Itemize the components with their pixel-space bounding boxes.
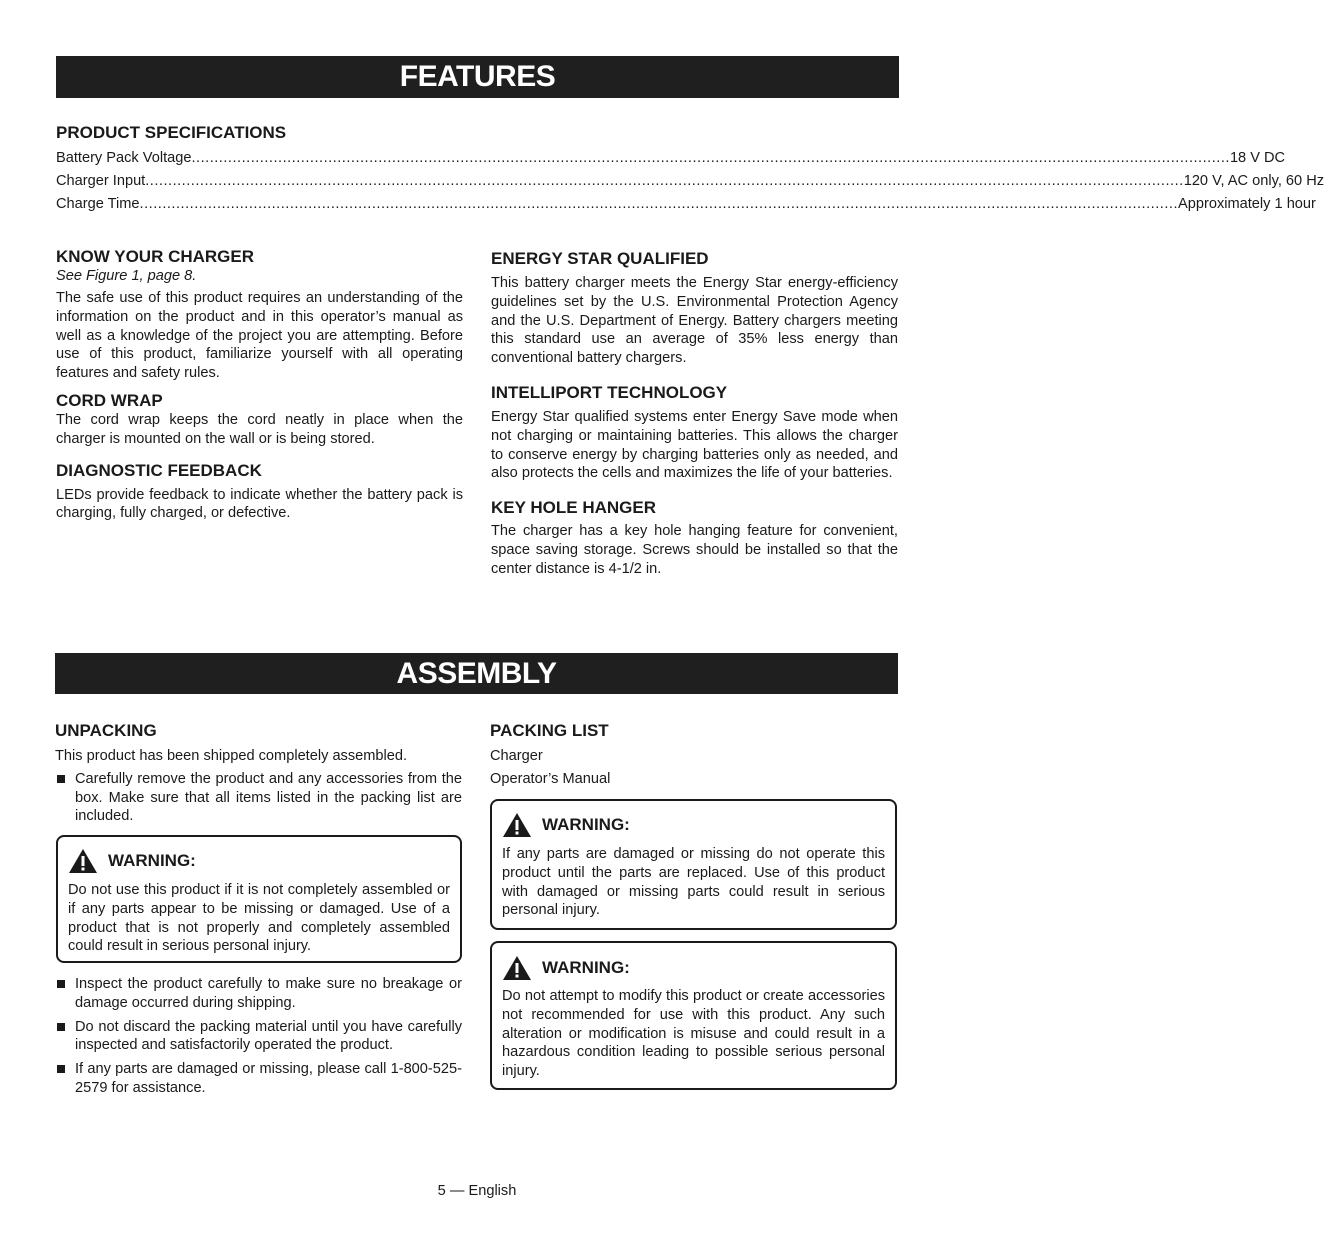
- spec-leader: ....................................................................................................................................................................................................................................: [145, 173, 1184, 189]
- warning-triangle-icon: [502, 955, 532, 981]
- spec-row-battery-voltage: [56, 149, 1286, 167]
- warning-label: WARNING:: [542, 958, 630, 977]
- features-right-column: [491, 249, 898, 579]
- spec-label: Battery Pack Voltage: [56, 150, 192, 166]
- intelliport-text: Energy Star qualified systems enter Energy Save mode when not charging or maintaining batteries. This allows the charger to conserve energy by charging batteries only as needed, and also protects the cells and maximizes the life of your batteries.: [491, 408, 898, 482]
- spec-leader: ....................................................................................................................................................................................................................................: [191, 150, 1230, 166]
- warning-header: [502, 811, 885, 839]
- unpacking-heading: UNPACKING: [55, 721, 157, 740]
- bullet-square-icon: [55, 1060, 75, 1098]
- diagnostic-feedback-heading: DIAGNOSTIC FEEDBACK: [56, 460, 262, 480]
- features-title: FEATURES: [399, 60, 556, 93]
- unpacking-intro: This product has been shipped completely assembled.: [55, 748, 408, 764]
- packing-list-heading: PACKING LIST: [490, 721, 609, 740]
- unpacking-section: [55, 721, 462, 826]
- warning-triangle-icon: [502, 812, 532, 838]
- warning-header: [502, 954, 885, 982]
- warning-label: WARNING:: [542, 815, 630, 834]
- product-specifications-section: [56, 123, 286, 143]
- spec-label: Charger Input: [56, 173, 146, 189]
- warning-triangle-icon: [68, 848, 98, 874]
- warning-label: WARNING:: [108, 851, 196, 870]
- list-item: [55, 770, 462, 826]
- list-item: [55, 1060, 462, 1098]
- intelliport-heading: INTELLIPORT TECHNOLOGY: [491, 382, 728, 402]
- spec-value: 120 V, AC only, 60 Hz: [1183, 173, 1324, 189]
- spec-value: 18 V DC: [1229, 150, 1286, 166]
- figure-reference: See Figure 1, page 8.: [56, 268, 197, 284]
- assembly-banner: [55, 653, 898, 694]
- cord-wrap-text: The cord wrap keeps the cord neatly in place when the charger is mounted on the wall or is being stored.: [56, 411, 463, 447]
- assembly-title: ASSEMBLY: [396, 657, 557, 690]
- spec-row-charger-input: [56, 172, 1324, 190]
- key-hole-text: The charger has a key hole hanging feature for convenient, space saving storage. Screws should be installed so that the center distance is 4-1/2 in.: [491, 523, 898, 577]
- warning-header: [68, 847, 450, 875]
- unpacking-bullets: [55, 975, 462, 1098]
- unpacking-warning-box: [56, 835, 462, 963]
- bullet-text: Do not discard the packing material until you have carefully inspected and satisfactorily operated the product.: [75, 1018, 462, 1054]
- diagnostic-feedback-text: LEDs provide feedback to indicate whether the battery pack is charging, fully charged, or defective.: [56, 486, 463, 522]
- features-left-column: [56, 247, 463, 523]
- packing-list-item: Charger: [490, 748, 543, 764]
- spec-row-charge-time: [56, 195, 1316, 213]
- spec-label: Charge Time: [56, 196, 140, 212]
- bullet-square-icon: [55, 975, 75, 1013]
- page-number: 5 — English: [437, 1183, 517, 1199]
- bullet-text: Inspect the product carefully to make sure no breakage or damage occurred during shipping.: [75, 976, 462, 1011]
- bullet-text: Carefully remove the product and any accessories from the box. Make sure that all items listed in the packing list are included.: [75, 770, 462, 825]
- features-banner: [56, 56, 899, 98]
- packing-list-section: [490, 721, 897, 789]
- know-your-charger-heading: KNOW YOUR CHARGER: [56, 247, 255, 266]
- energy-star-heading: ENERGY STAR QUALIFIED: [491, 249, 709, 268]
- spec-leader: ....................................................................................................................................................................................................................................: [139, 196, 1178, 212]
- key-hole-heading: KEY HOLE HANGER: [491, 498, 656, 518]
- spec-value: Approximately 1 hour: [1178, 196, 1316, 212]
- warning-text: Do not attempt to modify this product or create accessories not recommended for use with this product. Any such alteration or modification is misuse and could result in a hazardous condition leading to possible serious personal injury.: [502, 988, 885, 1080]
- packing-list-item: Operator’s Manual: [490, 770, 611, 787]
- packing-warning-box-1: [490, 799, 897, 930]
- list-item: [55, 1018, 462, 1056]
- packing-warning-box-2: [490, 941, 897, 1090]
- bullet-text: If any parts are damaged or missing, please call 1-800-525-2579 for assistance.: [75, 1061, 462, 1096]
- bullet-square-icon: [55, 770, 75, 826]
- product-specifications-heading: PRODUCT SPECIFICATIONS: [56, 123, 287, 142]
- warning-text: Do not use this product if it is not completely assembled or if any parts appear to be missing or damaged. Use of a product that is not properly and completely assembled could result in serious personal injury.: [68, 882, 450, 955]
- list-item: [55, 975, 462, 1013]
- warning-text: If any parts are damaged or missing do not operate this product until the parts are replaced. Use of this product with damaged or missing parts could result in serious personal injury.: [502, 846, 885, 919]
- cord-wrap-heading: CORD WRAP: [56, 390, 163, 410]
- energy-star-text: This battery charger meets the Energy Star energy-efficiency guidelines set by the U.S. Environmental Protection Agency and the U.S. Department of Energy. Battery chargers meeting this standard use an average of 35% less energy than conventional battery chargers.: [491, 275, 898, 367]
- page-footer: [0, 1183, 954, 1199]
- know-your-charger-text: The safe use of this product requires an understanding of the information on the product and in this operator’s manual as well as a knowledge of the project you are attempting. Before use of this product, familiarize yourself with all operating features and safety rules.: [56, 290, 463, 382]
- bullet-square-icon: [55, 1018, 75, 1056]
